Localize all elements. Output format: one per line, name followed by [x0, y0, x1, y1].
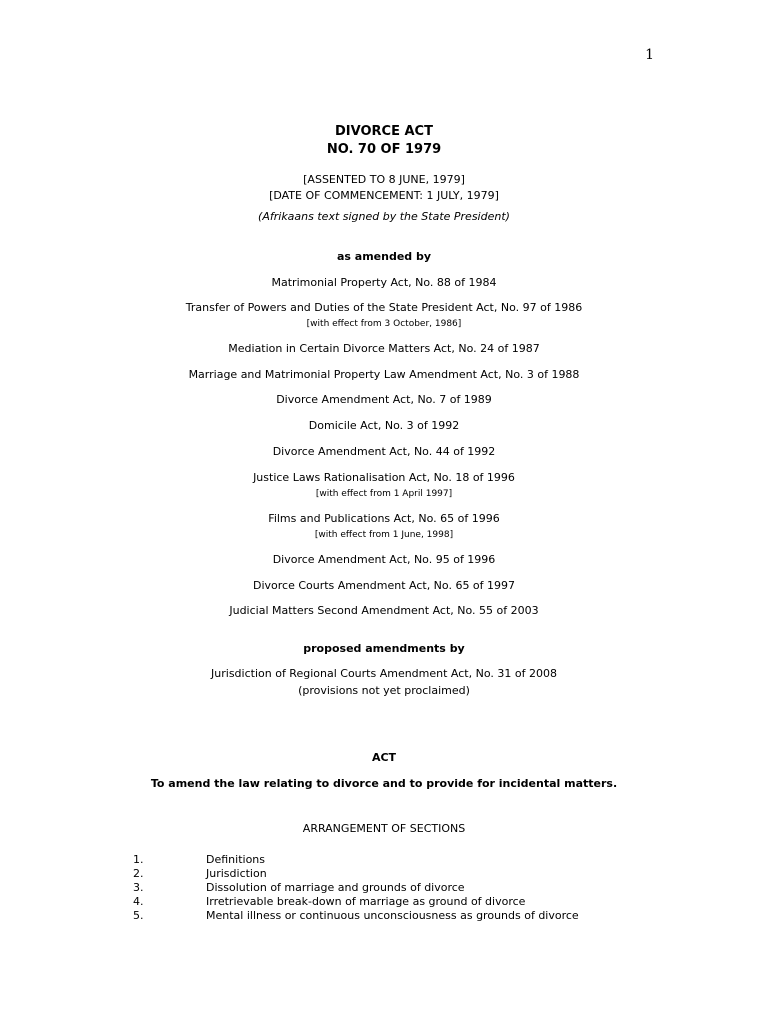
- section-row: [0, 895, 768, 909]
- section-row: [0, 881, 768, 895]
- amended-by-heading: as amended by: [336, 250, 432, 263]
- amendment-effect-note: [with effect from 1 June, 1998]: [314, 530, 454, 540]
- signed-note: (Afrikaans text signed by the State President): [258, 210, 510, 223]
- assented-date: [ASSENTED TO 8 JUNE, 1979]: [303, 173, 465, 186]
- section-row: [0, 853, 768, 867]
- amendment-act: Divorce Amendment Act, No. 44 of 1992: [272, 445, 496, 458]
- section-row: [0, 909, 768, 923]
- sections-list: [0, 853, 768, 923]
- amendment-effect-note: [with effect from 3 October, 1986]: [306, 319, 462, 329]
- section-row: [0, 867, 768, 881]
- amendment-act: Domicile Act, No. 3 of 1992: [308, 419, 460, 432]
- amendment-act: Judicial Matters Second Amendment Act, No. 55 of 2003: [229, 604, 539, 617]
- amendment-act: Divorce Amendment Act, No. 7 of 1989: [276, 393, 492, 406]
- amendment-act: Marriage and Matrimonial Property Law Amendment Act, No. 3 of 1988: [188, 368, 580, 381]
- proposed-amendment-act: Jurisdiction of Regional Courts Amendment Act, No. 31 of 2008: [211, 667, 557, 680]
- section-title: Mental illness or continuous unconsciousness as grounds of divorce: [206, 909, 579, 922]
- act-heading: ACT: [371, 751, 397, 764]
- page-number: 1: [645, 47, 654, 63]
- amendment-effect-note: [with effect from 1 April 1997]: [315, 489, 453, 499]
- amendment-act: Films and Publications Act, No. 65 of 1996: [268, 512, 500, 525]
- arrangement-heading: ARRANGEMENT OF SECTIONS: [302, 822, 466, 835]
- amendment-act: Divorce Courts Amendment Act, No. 65 of 1997: [252, 579, 516, 592]
- section-number: 4.: [133, 895, 144, 908]
- section-title: Irretrievable break-down of marriage as ground of divorce: [206, 895, 526, 908]
- section-number: 1.: [133, 853, 144, 866]
- section-number: 5.: [133, 909, 144, 922]
- document-title-line2: NO. 70 OF 1979: [326, 142, 442, 157]
- document-title-line1: DIVORCE ACT: [335, 124, 433, 139]
- amendment-act: Transfer of Powers and Duties of the State President Act, No. 97 of 1986: [185, 301, 583, 314]
- proposed-amendments-heading: proposed amendments by: [303, 642, 465, 655]
- proposed-amendment-note: (provisions not yet proclaimed): [298, 684, 470, 697]
- section-title: Dissolution of marriage and grounds of divorce: [206, 881, 465, 894]
- amendment-act: Divorce Amendment Act, No. 95 of 1996: [272, 553, 496, 566]
- section-number: 2.: [133, 867, 144, 880]
- section-title: Jurisdiction: [206, 867, 267, 880]
- section-number: 3.: [133, 881, 144, 894]
- amendment-act: Matrimonial Property Act, No. 88 of 1984: [271, 276, 497, 289]
- commencement-date: [DATE OF COMMENCEMENT: 1 JULY, 1979]: [269, 189, 499, 202]
- amendment-act: Mediation in Certain Divorce Matters Act, No. 24 of 1987: [228, 342, 540, 355]
- section-title: Definitions: [206, 853, 265, 866]
- long-title: To amend the law relating to divorce and to provide for incidental matters.: [150, 777, 618, 790]
- amendment-act: Justice Laws Rationalisation Act, No. 18 of 1996: [253, 471, 515, 484]
